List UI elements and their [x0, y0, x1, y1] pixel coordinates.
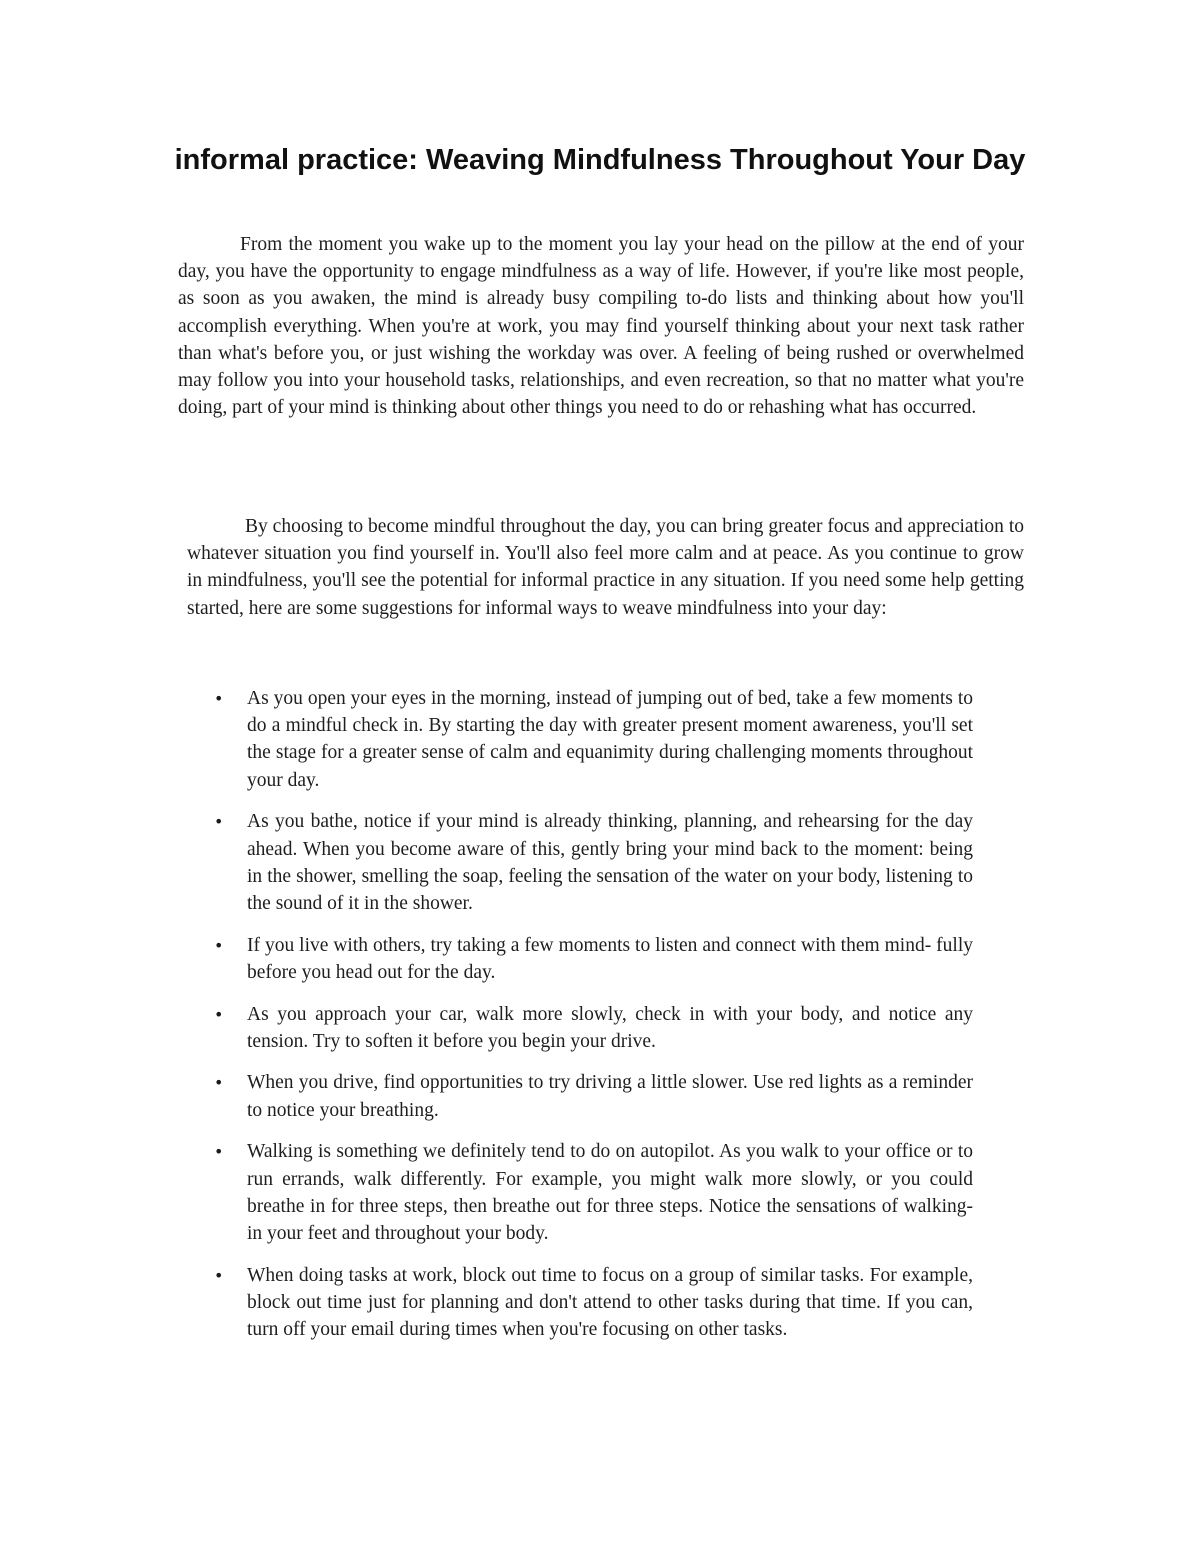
list-item: [205, 1262, 973, 1344]
suggestion-list: [205, 685, 973, 1358]
bullet-icon: •: [214, 935, 224, 955]
list-item-text: Walking is something we definitely tend to do on autopilot. As you walk to your office or to run errands, walk differently. For example, you might walk more slowly, or you could breathe in for three steps, then breathe out for three steps. Notice the sensations of walking-in your feet and throughout your body.: [247, 1141, 973, 1244]
list-item-text: When doing tasks at work, block out time to focus on a group of similar tasks. For example, block out time just for planning and don't attend to other tasks during that time. If you can, turn off your email during times when you're focusing on other tasks.: [247, 1264, 973, 1341]
bullet-icon: •: [214, 1004, 224, 1024]
list-item-text: As you open your eyes in the morning, instead of jumping out of bed, take a few moments to do a mindful check in. By starting the day with greater present moment awareness, you'll set the stage for a greater sense of calm and equanimity during challenging moments throughout your day.: [247, 688, 973, 791]
bullet-icon: •: [214, 812, 224, 832]
list-item-text: When you drive, find opportunities to try driving a little slower. Use red lights as a reminder to notice your breathing.: [247, 1072, 973, 1121]
page-title: informal practice: Weaving Mindfulness Throughout Your Day: [174, 144, 1026, 176]
list-item: [205, 808, 973, 917]
list-item: [205, 1001, 973, 1055]
intro-paragraph: From the moment you wake up to the moment you lay your head on the pillow at the end of your day, you have the opportunity to engage mindfulness as a way of life. However, if you're like most people, as soon as you awaken, the mind is already busy compiling to-do lists and thinking about how you'll accomplish everything. When you're at work, you may find yourself thinking about your next task rather than what's before you, or just wishing the workday was over. A feeling of being rushed or overwhelmed may follow you into your household tasks, relationships, and even recreation, so that no matter what you're doing, part of your mind is thinking about other things you need to do or rehashing what has occurred.: [178, 234, 1024, 419]
list-item: [205, 1138, 973, 1247]
list-item-text: If you live with others, try taking a few moments to listen and connect with them mind- fully before you head out for the day.: [247, 934, 973, 983]
bullet-icon: •: [214, 1073, 224, 1093]
list-item-text: As you bathe, notice if your mind is already thinking, planning, and rehearsing for the day ahead. When you become aware of this, gently bring your mind back to the moment: being in the shower, smelling the soap, feeling the sensation of the water on your body, listening to the sound of it in the shower.: [247, 811, 973, 914]
bullet-icon: •: [214, 689, 224, 708]
bullet-icon: •: [214, 1142, 224, 1162]
list-item: [205, 685, 973, 794]
list-item-text: As you approach your car, walk more slowly, check in with your body, and notice any tension. Try to soften it before you begin your drive.: [247, 1003, 973, 1052]
list-item: [205, 1069, 973, 1123]
list-item: [205, 932, 973, 986]
suggestions-intro-paragraph: By choosing to become mindful throughout the day, you can bring greater focus and appreciation to whatever situation you find yourself in. You'll also feel more calm and at peace. As you continue to grow in mindfulness, you'll see the potential for informal practice in any situation. If you need some help getting started, here are some suggestions for informal ways to weave mindfulness into your day:: [187, 516, 1024, 619]
bullet-icon: •: [214, 1265, 224, 1285]
